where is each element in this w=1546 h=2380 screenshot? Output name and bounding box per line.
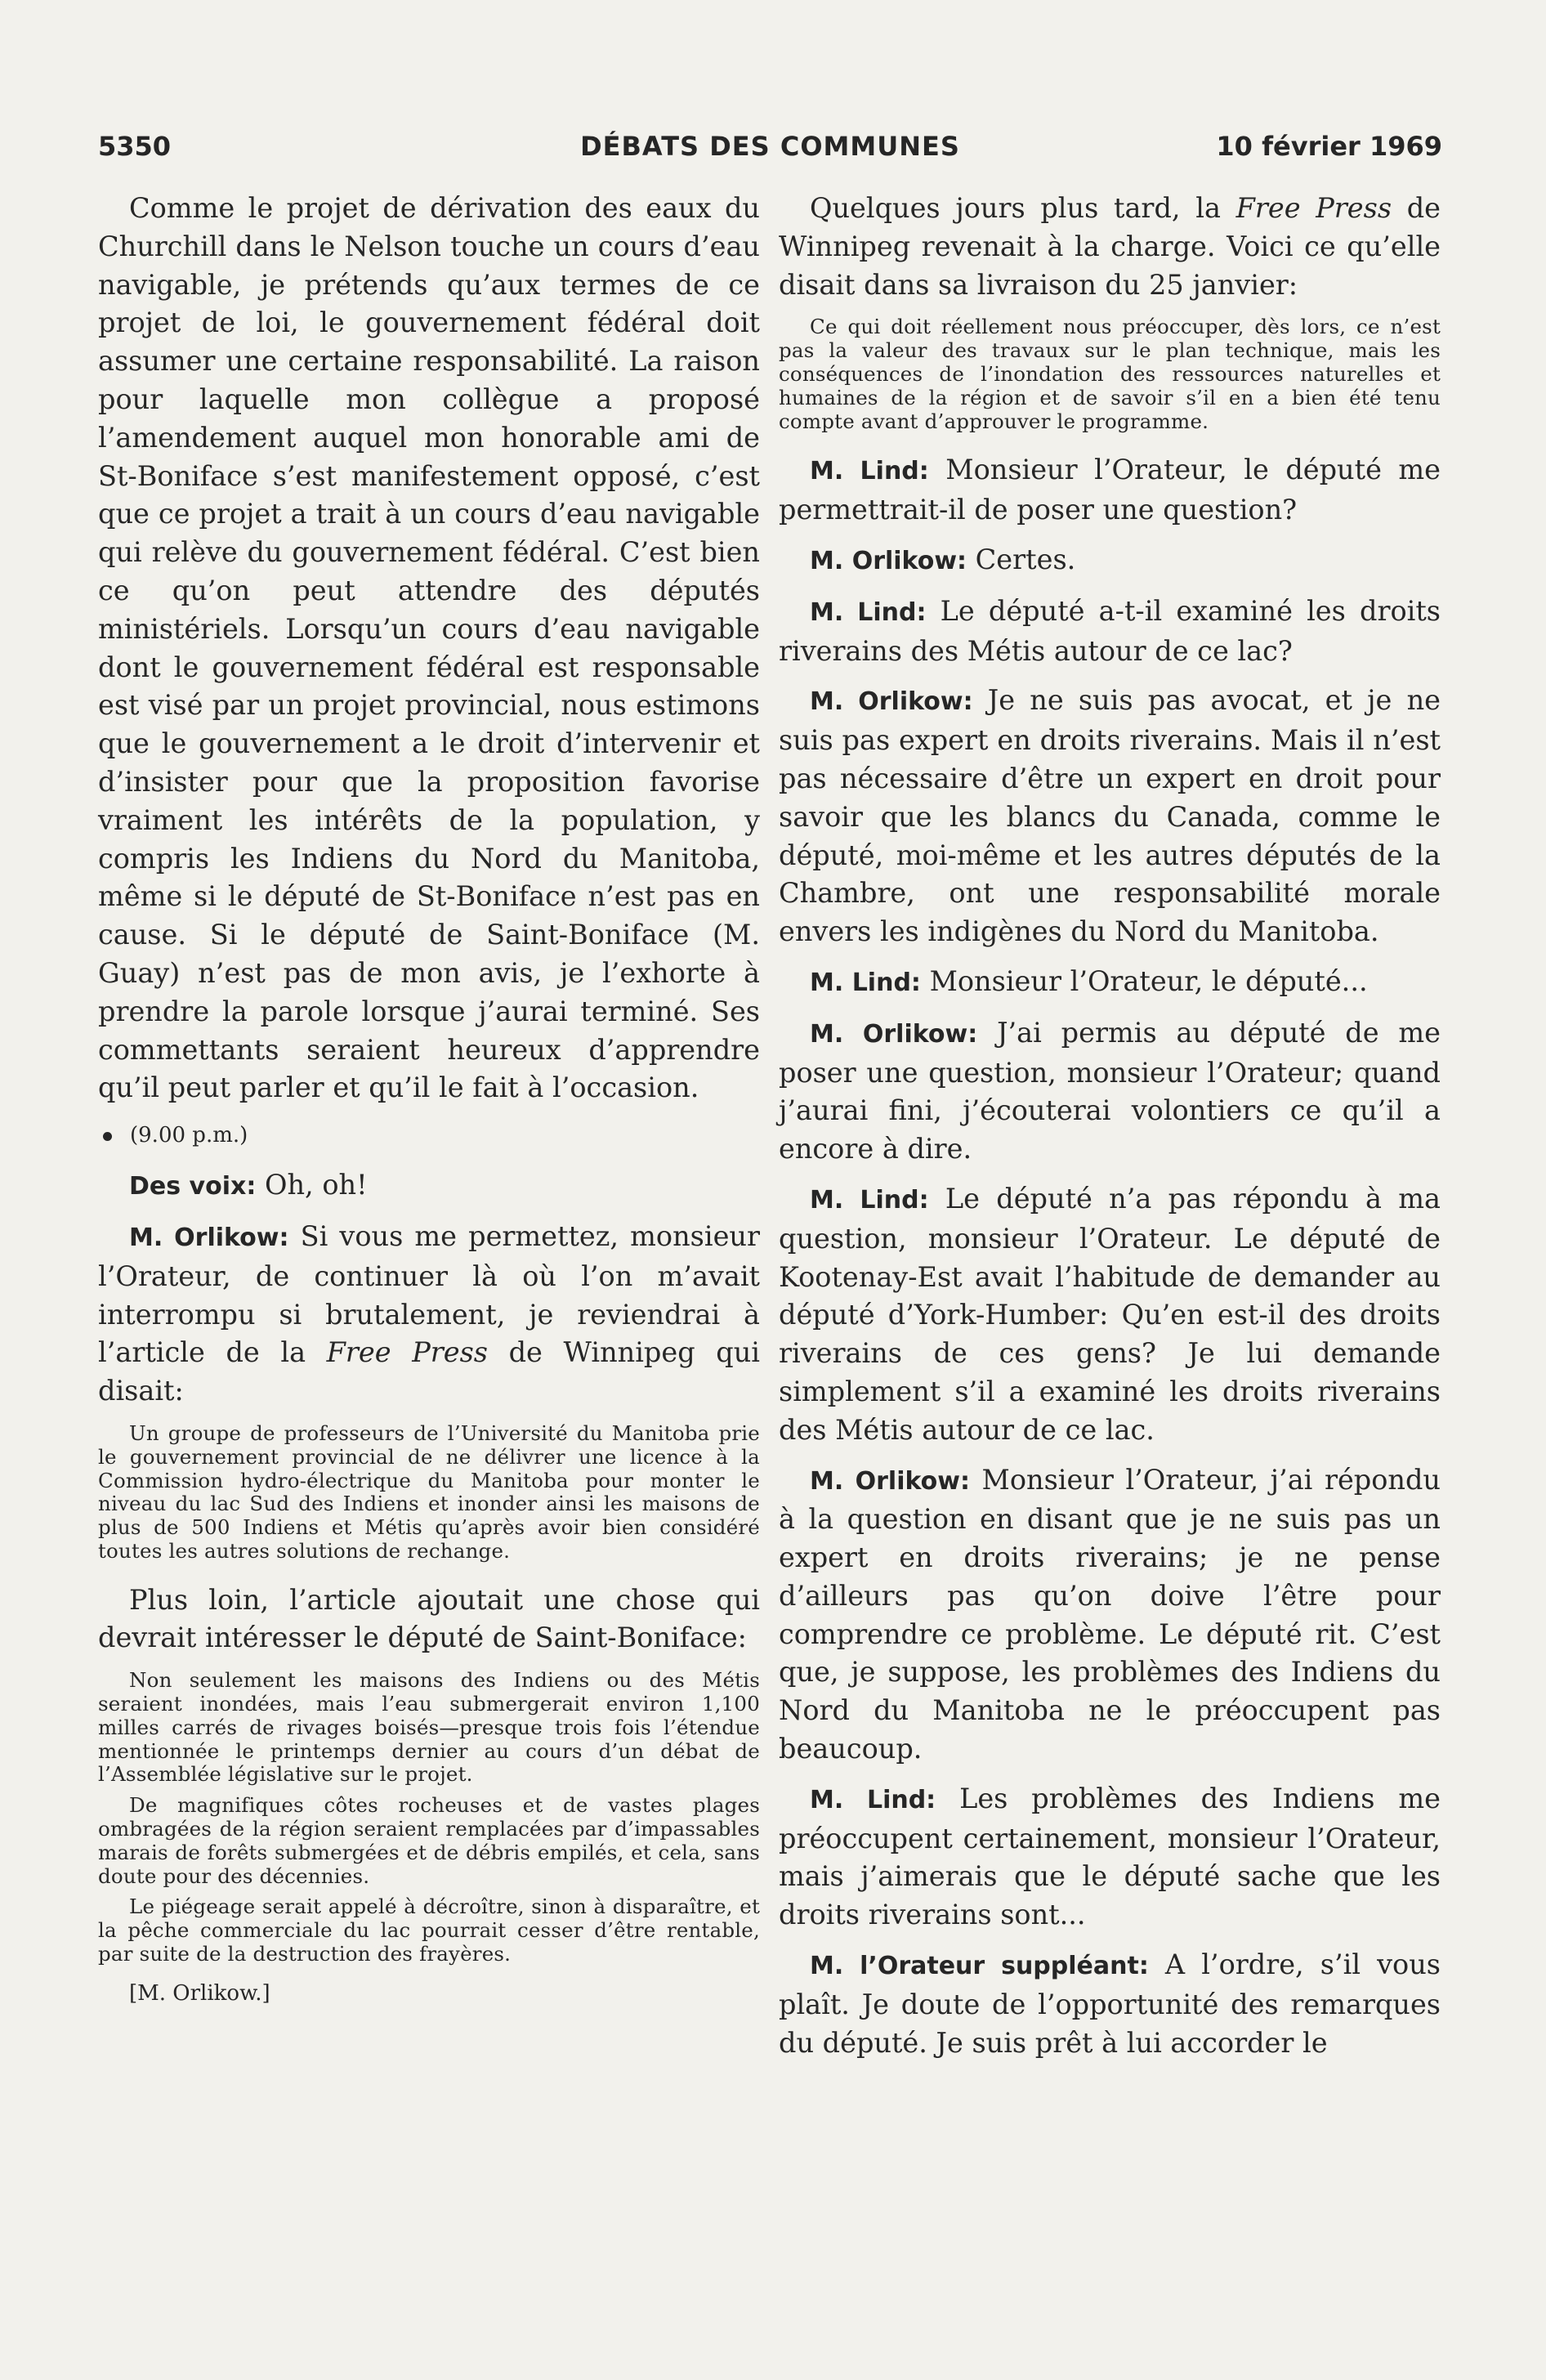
speech <box>779 451 1441 530</box>
page-number: 5350 <box>98 131 172 162</box>
page-date: 10 février 1969 <box>1216 131 1442 162</box>
bullet-icon <box>103 1132 112 1141</box>
speaker-name: M. l’Orateur suppléant: <box>810 1952 1149 1981</box>
paragraph: Comme le projet de dérivation des eaux du Churchill dans le Nelson touche un cours d’eau navigable, je prétends qu’aux termes de ce projet de loi, le gouvernement fédéral doit assumer une certaine responsabilité. La raison pour laquelle mon collègue a proposé l’amendement auquel mon honorable ami de St-Boniface s’est manifestement opposé, c’est que ce projet a trait à un cours d’eau navigable qui relève du gouvernement fédéral. C’est bien ce qu’on peut attendre des députés ministériels. Lorsqu’un cours d’eau navigable dont le gouvernement fédéral est responsable est visé par un projet provincial, nous estimons que le gouvernement a le droit d’intervenir et d’insister pour que la proposition favorise vraiment les intérêts de la population, y compris les Indiens du Nord du Manitoba, même si le député de St-Boniface n’est pas en cause. Si le député de Saint-Boniface (M. Guay) n’est pas de mon avis, je l’exhorte à prendre la parole lorsque j’aurai terminé. Ses commettants seraient heureux d’apprendre qu’il peut parler et qu’il le fait à l’occasion. <box>98 192 760 1104</box>
speaker-name: M. Orlikow: <box>810 687 973 717</box>
speaker-attribution: [M. Orlikow.] <box>129 1980 270 2006</box>
speech-text: J’ai permis au député de me poser une question, monsieur l’Orateur; quand j’aurai fini, j’écouterai volontiers ce qu’il a encore à dire. <box>779 1016 1441 1165</box>
block-quote: Ce qui doit réellement nous préoccuper, dès lors, ce n’est pas la valeur des travaux sur le plan technique, mais les conséquences de l’inondation des ressources naturelles et humaines de la région et de savoir s’il en a bien été tenu compte avant d’approuver le programme. <box>779 315 1441 433</box>
speaker-name: M. Lind: <box>810 597 927 627</box>
block-quote: Le piégeage serait appelé à décroître, sinon à disparaître, et la pêche commerciale du lac pourrait cesser d’être rentable, par suite de la destruction des frayères. <box>98 1895 760 1966</box>
speech <box>98 1166 760 1206</box>
page-header <box>98 131 1442 172</box>
speech-text: A l’ordre, s’il vous plaît. Je doute de l’opportunité des remarques du député. Je suis prêt à lui accorder le <box>779 1948 1441 2059</box>
speaker-name: M. Lind: <box>810 968 921 997</box>
speaker-name: M. Lind: <box>810 1185 929 1215</box>
speaker-name: M. Orlikow: <box>810 1466 970 1496</box>
speech <box>779 1014 1441 1169</box>
speech <box>779 682 1441 951</box>
speaker-name: M. Orlikow: <box>129 1223 289 1252</box>
speaker-name: Des voix: <box>129 1172 257 1201</box>
paragraph-text: Quelques jours plus tard, la <box>810 192 1236 224</box>
block-quote: Non seulement les maisons des Indiens ou des Métis seraient inondées, mais l’eau submergerait environ 1,100 milles carrés de rivages boisés—presque trois fois l’étendue mentionnée le printemps dernier au cours d’un débat de l’Assemblée législative sur le projet. <box>98 1668 760 1787</box>
timestamp-text: (9.00 p.m.) <box>130 1123 248 1148</box>
block-quote: Un groupe de professeurs de l’Université du Manitoba prie le gouvernement provincial de ne délivrer une licence à la Commission hydro-électrique du Manitoba pour monter le niveau du lac Sud des Indiens et inonder ainsi les maisons de plus de 500 Indiens et Métis qu’après avoir bien considéré toutes les autres solutions de rechange. <box>98 1420 760 1563</box>
speech-text: de Winnipeg qui disait: <box>98 1336 761 1407</box>
speech-text: Si vous me permettez, monsieur l’Orateur, de continuer là où l’on m’avait interrompu si brutalement, je reviendrai à l’article de la <box>98 1219 760 1369</box>
speech-text: Le député a-t-il examiné les droits riverains des Métis autour de ce lac? <box>779 594 1441 667</box>
speech-text: Monsieur l’Orateur, le député me permettrait-il de poser une question? <box>779 454 1441 526</box>
speaker-name: M. Lind: <box>810 457 929 486</box>
timestamp <box>103 1119 760 1152</box>
right-column <box>779 190 1441 2074</box>
speech <box>779 593 1441 671</box>
speech <box>779 1180 1441 1450</box>
speech-text: Les problèmes des Indiens me préoccupent certainement, monsieur l’Orateur, mais j’aimerais que le député sache que les droits riverains sont... <box>779 1782 1441 1931</box>
speech-text: Le député n’a pas répondu à ma question, monsieur l’Orateur. Le député de Kootenay-Est avait l’habitude de demander au député d’York-Humber: Qu’en est-il des droits riverains de ces gens? Je lui demande simplement s’il a examiné les droits riverains des Métis autour de ce lac. <box>779 1182 1441 1446</box>
speech <box>779 1780 1441 1935</box>
paragraph <box>779 190 1441 304</box>
publication-name: Free Press <box>326 1336 488 1369</box>
speaker-name: M. Orlikow: <box>810 1019 978 1049</box>
paragraph: Plus loin, l’article ajoutait une chose qui devrait intéresser le député de Saint-Boniface: <box>98 1583 760 1654</box>
speaker-name: M. Lind: <box>810 1785 936 1814</box>
speech-text: Monsieur l’Orateur, j’ai répondu à la question en disant que je ne suis pas un expert en droits riverains; je ne pense d’ailleurs pas qu’on doive l’être pour comprendre ce problème. Le député rit. C’est que, je suppose, les problèmes des Indiens du Nord du Manitoba ne le préoccupent pas beaucoup. <box>779 1463 1441 1765</box>
speech <box>98 1218 760 1411</box>
speech <box>779 1461 1441 1769</box>
publication-name: Free Press <box>1235 192 1392 224</box>
speech-text: Oh, oh! <box>256 1169 368 1201</box>
speech <box>779 1946 1441 2062</box>
running-title: DÉBATS DES COMMUNES <box>580 131 960 162</box>
speech-text: Je ne suis pas avocat, et je ne suis pas expert en droits riverains. Mais il n’est pas nécessaire d’être un expert en droit pour savoir que les blancs du Canada, comme le député, moi-même et les autres députés de la Chambre, ont une responsabilité morale envers les indigènes du Nord du Manitoba. <box>779 684 1441 948</box>
speech <box>779 963 1441 1003</box>
paragraph-text: de Winnipeg revenait à la charge. Voici ce qu’elle disait dans sa livraison du 25 janvier: <box>779 192 1441 301</box>
speech <box>779 541 1441 581</box>
left-column <box>98 190 760 2007</box>
speaker-name: M. Orlikow: <box>810 546 967 575</box>
speech-text: Certes. <box>967 543 1076 575</box>
speech-text: Monsieur l’Orateur, le député... <box>920 964 1368 997</box>
block-quote: De magnifiques côtes rocheuses et de vastes plages ombragées de la région seraient remplacées par d’impassables marais de forêts submergées et de débris empilés, et cela, sans doute pour des décennies. <box>98 1793 760 1888</box>
